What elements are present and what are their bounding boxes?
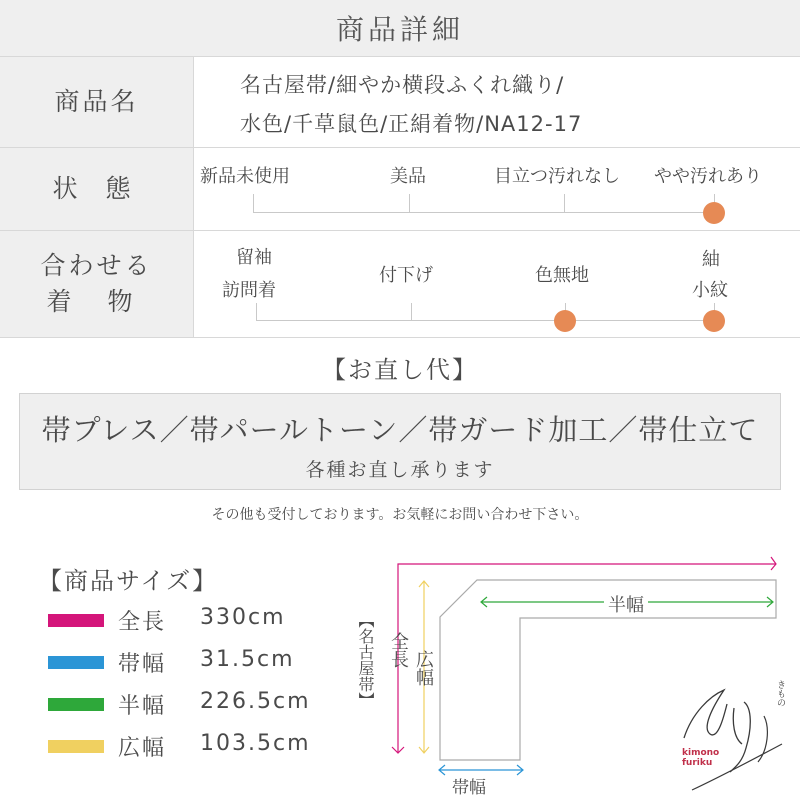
condition-option-excellent: 美品 (390, 166, 426, 187)
condition-tick (253, 194, 254, 212)
condition-scale-line (253, 212, 715, 213)
condition-option-new: 新品未使用 (200, 166, 290, 187)
size-name-hirohaba: 広幅 (118, 736, 167, 761)
section-header (0, 0, 800, 57)
match-selected-marker-iromuji (554, 310, 576, 332)
condition-tick (409, 194, 410, 212)
product-name-label-cell (0, 57, 194, 147)
repair-note: その他も受付しております。お気軽にお問い合わせ下さい。 (211, 507, 589, 523)
match-option-iromuji: 色無地 (535, 265, 589, 286)
furiku-logo (672, 668, 792, 798)
size-value-hanhaba: 226.5cm (200, 689, 311, 714)
condition-option-no-stains: 目立つ汚れなし (494, 166, 620, 187)
logo-text-line2: furiku (682, 758, 713, 768)
match-row (0, 231, 800, 338)
condition-option-slight-stains: やや汚れあり (654, 166, 762, 187)
legend-swatch-obihaba (48, 656, 104, 669)
diagram-hirohaba-label (410, 650, 432, 686)
condition-tick (564, 194, 565, 212)
size-name-zencho: 全長 (118, 610, 167, 635)
legend-swatch-hirohaba (48, 740, 104, 753)
repair-box (19, 393, 781, 490)
match-option-komon: 小紋 (692, 280, 728, 301)
diagram-zencho-label (385, 632, 407, 668)
product-name-label: 商品名 (54, 87, 139, 116)
match-option-tsukesage: 付下げ (379, 265, 433, 286)
diagram-type-label (356, 612, 378, 708)
repair-services: 帯プレス／帯パールトーン／帯ガード加工／帯仕立て (41, 413, 759, 447)
size-value-obihaba: 31.5cm (200, 647, 295, 672)
match-option-houmongi: 訪問着 (222, 280, 276, 301)
diagram-obihaba-label: 帯幅 (452, 778, 486, 798)
logo-kana: きもの (775, 680, 785, 707)
match-label-cell (0, 231, 194, 337)
logo-stroke (730, 702, 750, 772)
match-option-tsumugi: 紬 (702, 249, 720, 270)
product-name-line2: 水色/千草鼠色/正絹着物/NA12-17 (240, 112, 583, 136)
logo-text-line1: kimono (682, 748, 720, 758)
condition-row (0, 148, 800, 231)
diagram-type-text: 【名古屋帯】 (356, 612, 375, 708)
size-name-obihaba: 帯幅 (118, 652, 167, 677)
size-name-hanhaba: 半幅 (118, 694, 167, 719)
match-tick (411, 303, 412, 321)
section-title: 商品詳細 (335, 13, 464, 46)
repair-title: 【お直し代】 (322, 356, 478, 384)
match-label-line2: 着 物 (46, 287, 147, 316)
match-label-line1: 合わせる (40, 251, 153, 280)
repair-subtitle: 各種お直し承ります (305, 459, 495, 481)
match-scale-line (256, 320, 715, 321)
match-selected-marker-tsumugi (703, 310, 725, 332)
legend-swatch-hanhaba (48, 698, 104, 711)
diagram-zencho-text: 全長 (388, 632, 409, 668)
match-tick (256, 303, 257, 321)
diagram-hirohaba-text: 広幅 (413, 650, 434, 686)
logo-stroke (684, 690, 727, 738)
match-option-tomesode: 留袖 (236, 247, 272, 268)
legend-swatch-zencho (48, 614, 104, 627)
condition-label-cell (0, 148, 194, 230)
sizes-title: 【商品サイズ】 (38, 567, 219, 595)
diagram-hanhaba-label: 半幅 (604, 591, 648, 617)
size-value-zencho: 330cm (200, 605, 286, 630)
product-name-row (0, 57, 800, 148)
condition-label: 状 態 (52, 174, 141, 203)
size-value-hirohaba: 103.5cm (200, 731, 311, 756)
product-name-line1: 名古屋帯/細やか横段ふくれ織り/ (240, 73, 565, 97)
condition-selected-marker (703, 202, 725, 224)
